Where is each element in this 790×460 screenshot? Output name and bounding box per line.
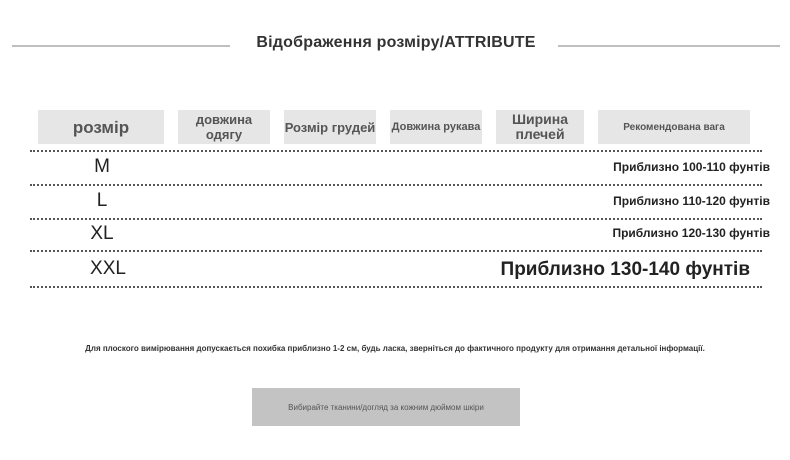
row-divider — [30, 150, 762, 152]
weight-cell: Приблизно 110-120 фунтів — [613, 194, 770, 208]
row-divider — [30, 184, 762, 186]
size-cell: XXL — [90, 258, 126, 279]
header-recommended-weight: Рекомендована вага — [598, 110, 750, 144]
header-sleeve-length: Довжина рукава — [390, 110, 482, 144]
row-divider — [30, 286, 762, 288]
size-cell: XL — [90, 223, 114, 244]
header-size: розмір — [38, 110, 164, 144]
weight-cell: Приблизно 100-110 фунтів — [613, 160, 770, 174]
weight-cell: Приблизно 130-140 фунтів — [500, 259, 750, 280]
measurement-note: Для плоского вимірювання допускається похибка приблизно 1-2 см, будь ласка, зверніться до фактичного продукту для отримання детальної інформації. — [85, 344, 705, 353]
size-cell: L — [96, 190, 108, 211]
row-divider — [30, 218, 762, 220]
header-shoulder-width: Ширина плечей — [496, 110, 584, 144]
title-row — [0, 30, 790, 60]
header-garment-length: довжина одягу — [178, 110, 270, 144]
title-divider-right — [558, 45, 780, 47]
header-chest-size: Розмір грудей — [284, 110, 376, 144]
title-divider-left — [12, 45, 230, 47]
size-cell: M — [94, 156, 110, 177]
page-title: Відображення розміру/ATTRIBUTE — [256, 34, 536, 51]
row-divider — [30, 250, 762, 252]
fabric-care-button[interactable]: Вибирайте тканини/догляд за кожним дюймом шкіри — [252, 388, 520, 426]
weight-cell: Приблизно 120-130 фунтів — [612, 226, 770, 240]
